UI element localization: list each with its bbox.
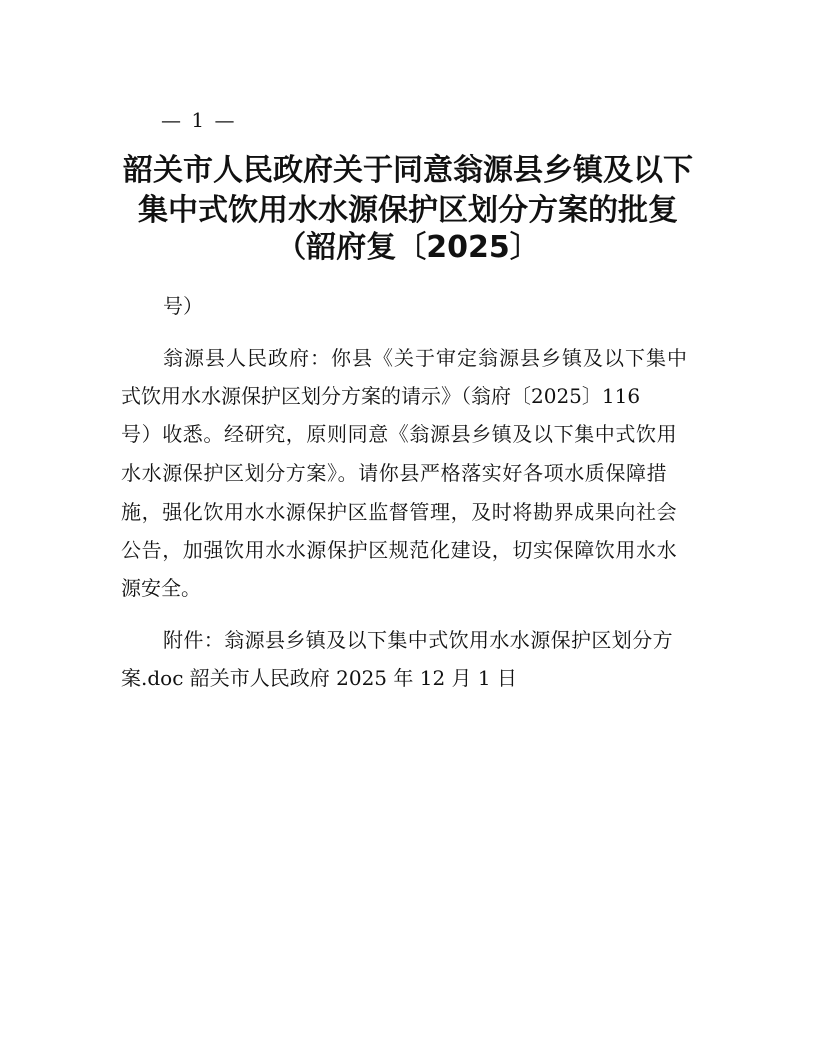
body-paragraph-line: 翁源县人民政府：你县《关于审定翁源县乡镇及以下集中	[163, 346, 688, 370]
body-paragraph-line: 施，强化饮用水水源保护区监督管理，及时将勘界成果向社会	[121, 500, 678, 524]
document-title-continuation: 号）	[163, 294, 203, 318]
body-paragraph-line: 公告，加强饮用水水源保护区规范化建设，切实保障饮用水水	[121, 538, 678, 562]
page-number: — 1 —	[161, 108, 237, 132]
attachment-and-signature-line: 案.doc 韶关市人民政府 2025 年 12 月 1 日	[121, 666, 517, 690]
body-paragraph-line: 式饮用水水源保护区划分方案的请示》（翁府〔2025〕116	[121, 384, 641, 408]
attachment-line: 附件：翁源县乡镇及以下集中式饮用水水源保护区划分方	[163, 628, 673, 652]
body-paragraph-line: 水水源保护区划分方案》。请你县严格落实好各项水质保障措	[121, 461, 668, 485]
body-paragraph-line: 源安全。	[121, 576, 201, 600]
document-title-line-1: 韶关市人民政府关于同意翁源县乡镇及以下	[123, 153, 693, 188]
document-title-line-3: （韶府复〔2025〕	[276, 230, 540, 265]
document-title-line-2: 集中式饮用水水源保护区划分方案的批复	[138, 193, 678, 228]
body-paragraph-line: 号）收悉。经研究，原则同意《翁源县乡镇及以下集中式饮用	[121, 422, 678, 446]
